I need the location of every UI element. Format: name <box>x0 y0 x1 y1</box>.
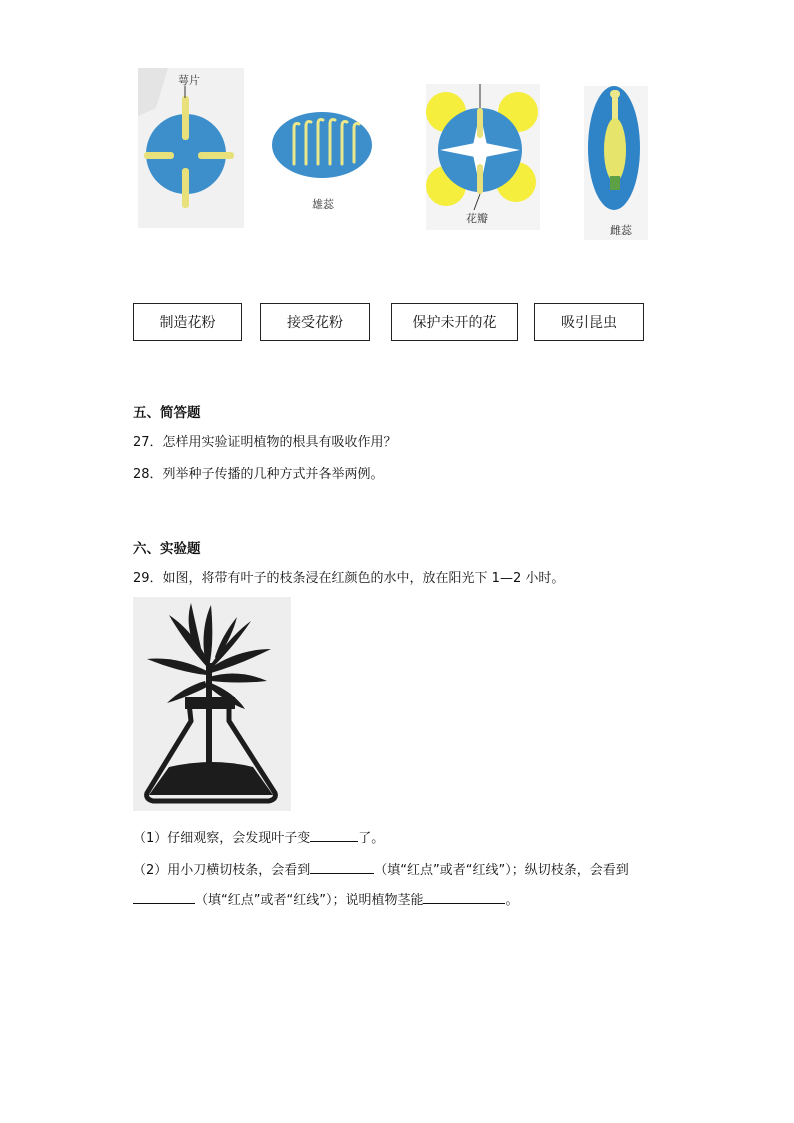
subquestion-1 <box>133 827 384 846</box>
subquestion-2-end: 。 <box>505 893 519 908</box>
function-box-protect-bud <box>391 303 518 341</box>
answer-blank-longitudinal-section[interactable] <box>133 889 195 904</box>
subquestion-2-line-1 <box>133 859 629 878</box>
question-29: 29．如图，将带有叶子的枝条浸在红颜色的水中，放在阳光下 1—2 小时。 <box>133 571 565 586</box>
sepal-label: 萼片 <box>178 74 200 87</box>
subquestion-2-line-2 <box>133 889 518 908</box>
petal-label: 花瓣 <box>466 212 488 225</box>
pistil-figure <box>584 86 648 240</box>
subquestion-1-text: （1）仔细观察，会发现叶子变 <box>133 831 311 846</box>
subquestion-2-hint-2: （填“红点”或者“红线”）；说明植物茎能 <box>195 893 424 908</box>
question-28: 28．列举种子传播的几种方式并各举两例。 <box>133 467 384 482</box>
question-27: 27．怎样用实验证明植物的根具有吸收作用？ <box>133 435 397 450</box>
section-heading-short-answer: 五、简答题 <box>133 405 201 421</box>
function-box-attract-insects <box>534 303 644 341</box>
function-label: 保护未开的花 <box>412 315 497 331</box>
flask-plant-figure <box>133 597 291 811</box>
sepal-figure <box>138 68 244 228</box>
flask-plant-illustration <box>133 597 291 811</box>
subquestion-1-end: 了。 <box>358 831 385 846</box>
stamen-label: 雄蕊 <box>312 198 334 211</box>
function-box-receive-pollen <box>260 303 370 341</box>
stamen-figure <box>272 112 372 212</box>
petal-figure <box>426 84 540 230</box>
function-label: 接受花粉 <box>287 315 343 331</box>
function-label: 吸引昆虫 <box>561 315 617 331</box>
pistil-illustration <box>584 86 648 240</box>
sepal-illustration <box>138 68 244 228</box>
answer-blank-leaf-color[interactable] <box>310 827 358 842</box>
answer-blank-cross-section[interactable] <box>310 859 374 874</box>
function-label: 制造花粉 <box>159 315 216 331</box>
subquestion-2-hint: （填“红点”或者“红线”）；纵切枝条，会看到 <box>374 863 629 878</box>
pistil-label: 雌蕊 <box>610 224 632 237</box>
section-heading-experiment: 六、实验题 <box>133 541 201 557</box>
subquestion-2-text: （2）用小刀横切枝条，会看到 <box>133 863 311 878</box>
answer-blank-stem-function[interactable] <box>423 889 505 904</box>
function-box-make-pollen <box>133 303 242 341</box>
petal-illustration <box>426 84 540 230</box>
